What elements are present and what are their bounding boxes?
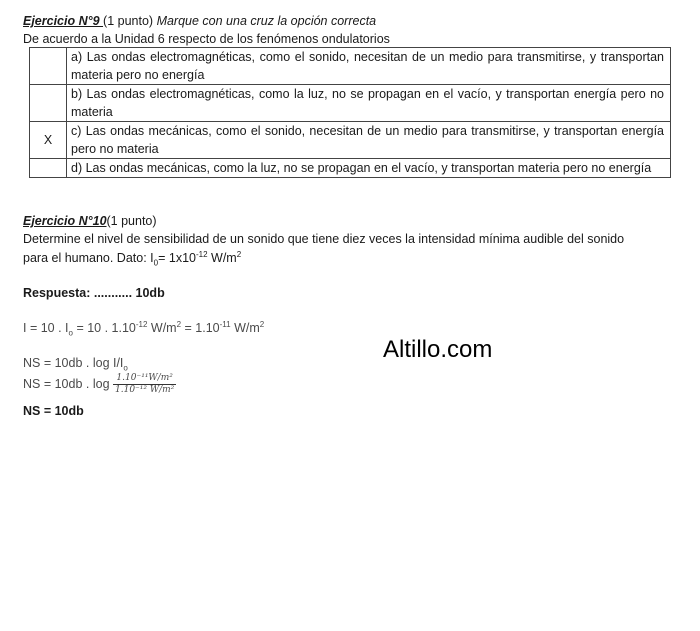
fraction-denominator: 1.10⁻¹² W/m² (115, 385, 175, 395)
watermark: Altillo.com (383, 336, 493, 363)
option-mark-c[interactable]: X (30, 122, 67, 159)
ex9-title: Ejercicio N°9 (23, 14, 104, 28)
calc-a: I = 10 . I (23, 321, 69, 336)
question-exp: -12 (195, 250, 208, 259)
log-fraction (113, 373, 176, 396)
ns-line-2 (23, 373, 176, 396)
ex9-intro: De acuerdo a la Unidad 6 respecto de los fenómenos ondulatorios (23, 32, 390, 46)
option-text-c: c) Las ondas mecánicas, como el sonido, necesitan de un medio para transmitirse, y transportan energía pero no materia (67, 122, 671, 159)
fraction-numerator: 1.10⁻¹¹W/m² (113, 373, 176, 385)
option-row-b (30, 85, 671, 122)
calc-sup2: 2 (176, 320, 182, 329)
ex10-question-line1: Determine el nivel de sensibilidad de un sonido que tiene diez veces la intensidad mínima audible del sonido (23, 232, 625, 246)
option-mark-b[interactable] (30, 85, 67, 122)
calc-c: W/m (147, 321, 177, 336)
calc-sup4: 2 (259, 320, 265, 329)
question-unit: W/m (207, 251, 237, 266)
option-row-d (30, 159, 671, 178)
calc-e: W/m (230, 321, 260, 336)
option-mark-d[interactable] (30, 159, 67, 178)
option-mark-a[interactable] (30, 48, 67, 85)
ex10-points: (1 punto) (106, 214, 157, 228)
question-text: para el humano. Dato: I (23, 251, 154, 266)
calc-sub: o (68, 328, 73, 338)
ex10-question-line2 (23, 250, 241, 268)
ns1-text: NS = 10db . log I/I (23, 356, 124, 370)
calc-line (23, 320, 264, 338)
option-row-c (30, 122, 671, 159)
ex9-header (23, 14, 376, 28)
ex9-points: (1 punto) (103, 14, 157, 28)
calc-sup1: -12 (135, 320, 148, 329)
option-text-a: a) Las ondas electromagnéticas, como el sonido, necesitan de un medio para transmitirse, y transportan materia pero no energía (67, 48, 671, 85)
question-sub: 0 (153, 258, 159, 268)
calc-b: = 10 . 1.10 (72, 321, 136, 336)
ns-line-3: NS = 10db (23, 404, 84, 418)
option-text-b: b) Las ondas electromagnéticas, como la luz, no se propagan en el vacío, y transportan energía pero no materia (67, 85, 671, 122)
ex10-header (23, 214, 157, 228)
ns2-text: NS = 10db . log (23, 376, 113, 391)
option-text-d: d) Las ondas mecánicas, como la luz, no se propagan en el vacío, y transportan materia pero no energía (67, 159, 671, 178)
calc-d: = 1.10 (181, 321, 220, 336)
option-row-a (30, 48, 671, 85)
ex10-title: Ejercicio N°10 (23, 214, 107, 228)
ns1-sub: o (123, 363, 128, 373)
ex9-instruction: Marque con una cruz la opción correcta (156, 14, 377, 28)
question-value: = 1x10 (158, 251, 196, 266)
calc-sup3: -11 (219, 320, 231, 329)
options-table (29, 47, 671, 178)
answer-line: Respuesta: ........... 10db (23, 286, 165, 300)
ns-line-1 (23, 356, 128, 373)
question-unit-exp: 2 (236, 250, 242, 259)
